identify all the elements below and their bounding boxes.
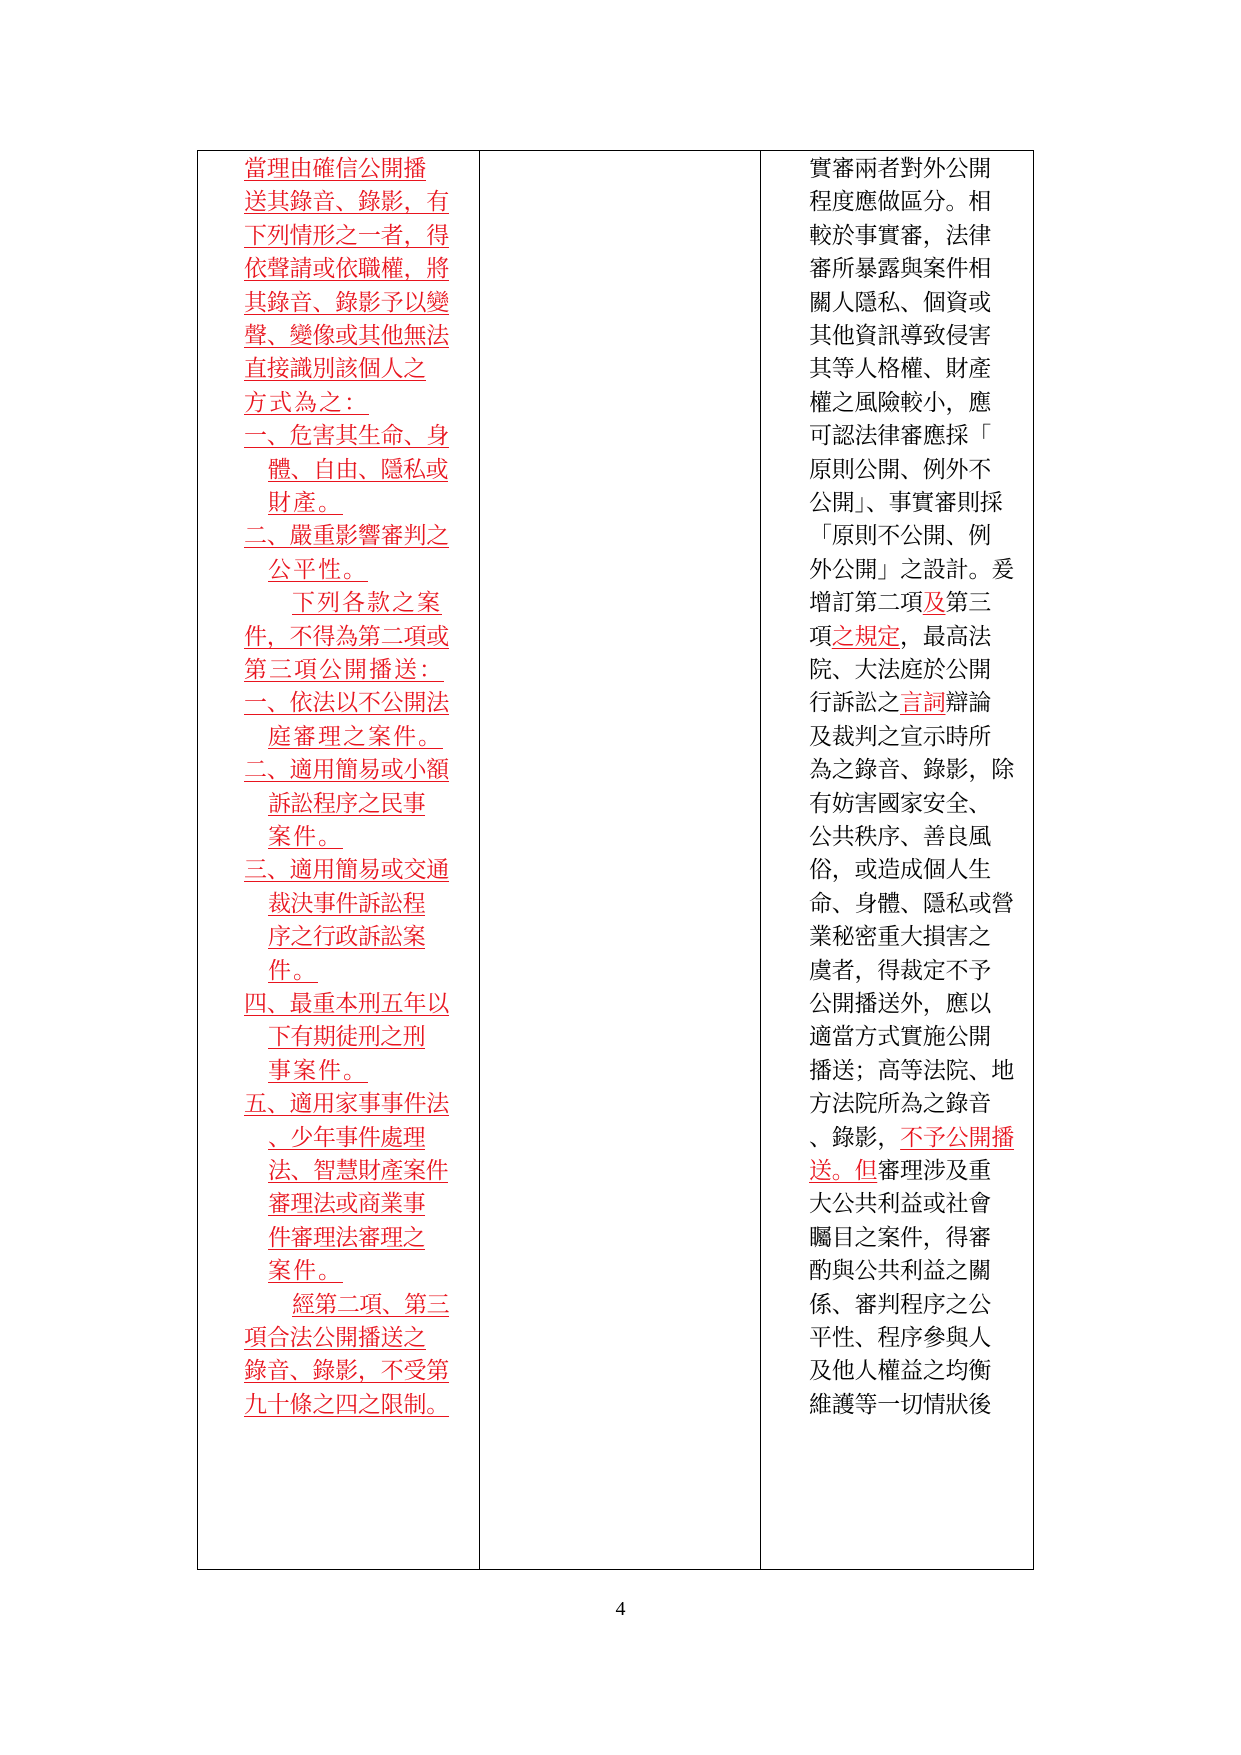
explanation-line: [809, 385, 1017, 422]
explanation-line: [809, 1220, 1017, 1257]
amended-text-line: [268, 1153, 456, 1190]
explanation-line: [809, 1320, 1017, 1357]
amended-text-span: 體、自由、隱私或: [268, 456, 448, 483]
amended-text-line: [292, 1287, 456, 1324]
explanation-line: [809, 1019, 1017, 1056]
amended-text-line: [244, 285, 456, 322]
explanation-line: [809, 752, 1017, 789]
explanation-line: [809, 351, 1017, 388]
explanation-text-span: 平性、程序參與人: [809, 1325, 991, 1351]
amended-text-span: 事案件。: [268, 1057, 368, 1084]
amended-text-span: 庭審理之案件。: [268, 723, 443, 750]
amended-text-line: [244, 685, 456, 722]
explanation-text-span: 大公共利益或社會: [809, 1191, 991, 1218]
explanation-text-span: 可認法律審應採「: [809, 423, 991, 450]
current-text-column: [480, 151, 761, 1569]
amended-text-span: 方式為之：: [244, 389, 369, 416]
explanation-text-span: 審理涉及重: [877, 1158, 991, 1184]
amended-text-span: 公平性。: [268, 556, 368, 583]
amended-text-span: 聲、變像或其他無法: [244, 323, 450, 349]
amended-text-line: [244, 1320, 456, 1357]
explanation-text-span: 較於事實審，法律: [809, 222, 991, 249]
explanation-text-span: 審所暴露與案件相: [809, 256, 991, 283]
explanation-line: [809, 1186, 1017, 1223]
amended-text-line: [244, 251, 456, 288]
amended-text-span: 當理由確信公開播: [244, 156, 426, 182]
explanation-line: [809, 552, 1017, 589]
amended-text-line: [268, 552, 456, 589]
amended-text-line: [244, 151, 456, 188]
explanation-text-span: 其等人格權、財產: [809, 356, 991, 383]
explanation-line: [809, 1086, 1017, 1123]
amended-text-line: [244, 1086, 456, 1123]
explanation-text-span: 辯論: [945, 690, 991, 717]
amended-text-span: 、少年事件處理: [268, 1124, 426, 1151]
explanation-text-span: 命、身體、隱私或營: [809, 890, 1015, 917]
amended-text-span: 二、適用簡易或小額: [244, 757, 450, 784]
amended-text-line: [244, 218, 456, 255]
amended-text-line: [244, 385, 456, 422]
explanation-line: [809, 1253, 1017, 1290]
amended-text-span: 件。: [268, 957, 318, 984]
explanation-line: [809, 1120, 1017, 1157]
amended-text-line: [244, 1387, 456, 1424]
amended-text-span: 一、依法以不公開法: [244, 690, 450, 717]
amended-text-line: [268, 1120, 456, 1157]
explanation-text-span: 其他資訊導致侵害: [809, 323, 991, 349]
explanation-line: [809, 1287, 1017, 1324]
explanation-line: [809, 986, 1017, 1023]
explanation-text-span: 虞者，得裁定不予: [809, 957, 991, 984]
explanation-line: [809, 919, 1017, 956]
amended-text-line: [268, 1053, 456, 1090]
explanation-text-span: 、錄影，: [809, 1124, 901, 1151]
amended-text-span: 下有期徒刑之刑: [268, 1024, 426, 1051]
explanation-text-span: 權之風險較小，應: [809, 389, 991, 416]
amended-text-span: 訴訟程序之民事: [268, 790, 426, 817]
amended-text-line: [268, 953, 456, 990]
amended-text-span: 序之行政訴訟案: [268, 924, 426, 951]
explanation-line: [809, 1053, 1017, 1090]
explanation-line: [809, 585, 1017, 622]
amended-text-line: [268, 485, 456, 522]
explanation-text-span: 「原則不公開、例: [809, 523, 991, 550]
amended-text-span: 審理法或商業事: [268, 1191, 426, 1218]
amended-text-line: [244, 619, 456, 656]
explanation-line: [809, 819, 1017, 856]
explanation-line: [809, 452, 1017, 489]
amended-text-line: [244, 1353, 456, 1390]
explanation-text-span: 及裁判之宣示時所: [809, 723, 991, 750]
explanation-text-span: 為之錄音、錄影，除: [809, 757, 1015, 784]
amended-text-span: 案件。: [268, 824, 343, 850]
amended-text-span: 項合法公開播送之: [244, 1325, 426, 1351]
amended-text-span: 五、適用家事事件法: [244, 1091, 450, 1118]
amended-text-line: [268, 1220, 456, 1257]
explanation-line: [809, 251, 1017, 288]
explanation-line: [809, 151, 1017, 188]
amended-text-line: [268, 886, 456, 923]
explanation-text-span: 有妨害國家安全、: [809, 790, 991, 817]
explanation-text-span: 項: [809, 623, 832, 650]
explanation-text-span: 適當方式實施公開: [809, 1024, 991, 1051]
amended-text-span: 下列各款之案: [292, 590, 442, 617]
amended-text-line: [268, 786, 456, 823]
amended-text-line: [268, 719, 456, 756]
explanation-text-span: 實審兩者對外公開: [809, 156, 991, 182]
explanation-line: [809, 619, 1017, 656]
amended-text-span: 九十條之四之限制。: [244, 1391, 450, 1418]
amended-text-line: [244, 418, 456, 455]
comparison-table: [197, 150, 1034, 1570]
explanation-line: [809, 886, 1017, 923]
explanation-text-span: 行訴訟之: [809, 690, 900, 717]
explanation-line: [809, 1153, 1017, 1190]
explanation-text-span: 程度應做區分。相: [809, 189, 991, 216]
explanation-text-span: 第三: [945, 590, 991, 617]
explanation-line: [809, 852, 1017, 889]
explanation-text-span: 院、大法庭於公開: [809, 657, 991, 683]
amended-text-span: 第三項公開播送：: [244, 657, 444, 683]
explanation-text-span: 方法院所為之錄音: [809, 1091, 991, 1118]
amended-text-line: [244, 518, 456, 555]
page-number: 4: [615, 1598, 626, 1620]
explanation-text-span: 公開播送外，應以: [809, 991, 991, 1017]
amended-text-column: [198, 151, 480, 1569]
explanation-text-span: 矚目之案件，得審: [809, 1224, 991, 1251]
explanation-line: [809, 318, 1017, 355]
amended-text-span: 案件。: [268, 1258, 343, 1285]
amended-text-span: 言詞: [900, 690, 946, 717]
amended-text-span: 錄音、錄影，不受第: [244, 1358, 450, 1385]
explanation-line: [809, 953, 1017, 990]
amended-text-line: [268, 919, 456, 956]
amended-text-span: 下列情形之一者，得: [244, 222, 450, 249]
amended-text-line: [268, 1253, 456, 1290]
amended-text-span: 財產。: [268, 490, 343, 516]
amended-text-span: 三、適用簡易或交通: [244, 857, 450, 884]
amended-text-span: 不予公開播: [900, 1124, 1015, 1151]
explanation-text-span: 增訂第二項: [809, 590, 923, 617]
explanation-line: [809, 1387, 1017, 1424]
explanation-text-span: 及他人權益之均衡: [809, 1358, 991, 1385]
amended-text-line: [244, 318, 456, 355]
amended-text-span: 二、嚴重影響審判之: [244, 523, 450, 550]
amended-text-span: 裁決事件訴訟程: [268, 890, 426, 917]
amended-text-line: [244, 852, 456, 889]
amended-text-line: [244, 351, 456, 388]
amended-text-span: 經第二項、第三: [292, 1291, 450, 1318]
amended-text-line: [268, 1186, 456, 1223]
explanation-text-span: 酌與公共利益之關: [809, 1258, 991, 1285]
amended-text-span: 依聲請或依職權，將: [244, 256, 450, 283]
amended-text-line: [268, 1019, 456, 1056]
amended-text-line: [244, 652, 456, 689]
explanation-text-span: 公共秩序、善良風: [809, 824, 991, 850]
amended-text-span: 直接識別該個人之: [244, 356, 426, 383]
amended-text-line: [268, 452, 456, 489]
explanation-line: [809, 719, 1017, 756]
explanation-text-span: 外公開」之設計。爰: [809, 556, 1015, 583]
explanation-line: [809, 485, 1017, 522]
explanation-text-span: 係、審判程序之公: [809, 1291, 991, 1318]
explanation-line: [809, 184, 1017, 221]
explanation-text-span: 原則公開、例外不: [809, 456, 991, 483]
amended-text-span: 件，不得為第二項或: [244, 623, 450, 650]
amended-text-span: 件審理法審理之: [268, 1224, 426, 1251]
explanation-text-span: 業秘密重大損害之: [809, 924, 991, 951]
explanation-line: [809, 285, 1017, 322]
explanation-text-span: 維護等一切情狀後: [809, 1391, 991, 1418]
amended-text-span: 一、危害其生命、身: [244, 423, 450, 450]
amended-text-line: [244, 184, 456, 221]
explanation-line: [809, 218, 1017, 255]
explanation-line: [809, 652, 1017, 689]
explanation-text-span: 俗，或造成個人生: [809, 857, 991, 884]
amended-text-line: [244, 986, 456, 1023]
amended-text-line: [292, 585, 456, 622]
explanation-line: [809, 518, 1017, 555]
amended-text-line: [268, 819, 456, 856]
explanation-column: [761, 151, 1033, 1569]
explanation-text-span: 播送；高等法院、地: [809, 1057, 1015, 1084]
amended-text-span: 送其錄音、錄影，有: [244, 189, 450, 216]
explanation-text-span: 公開」、事實審則採: [809, 490, 1003, 516]
explanation-text-span: ，最高法: [900, 623, 991, 650]
amended-text-span: 送。但: [809, 1158, 878, 1184]
explanation-line: [809, 418, 1017, 455]
explanation-line: [809, 1353, 1017, 1390]
amended-text-line: [244, 752, 456, 789]
explanation-line: [809, 786, 1017, 823]
amended-text-span: 法、智慧財產案件: [268, 1158, 448, 1184]
explanation-text-span: 關人隱私、個資或: [809, 289, 991, 316]
amended-text-span: 其錄音、錄影予以變: [244, 289, 450, 316]
amended-text-span: 四、最重本刑五年以: [244, 991, 450, 1017]
explanation-line: [809, 685, 1017, 722]
amended-text-span: 之規定: [831, 623, 900, 650]
amended-text-span: 及: [922, 590, 946, 617]
